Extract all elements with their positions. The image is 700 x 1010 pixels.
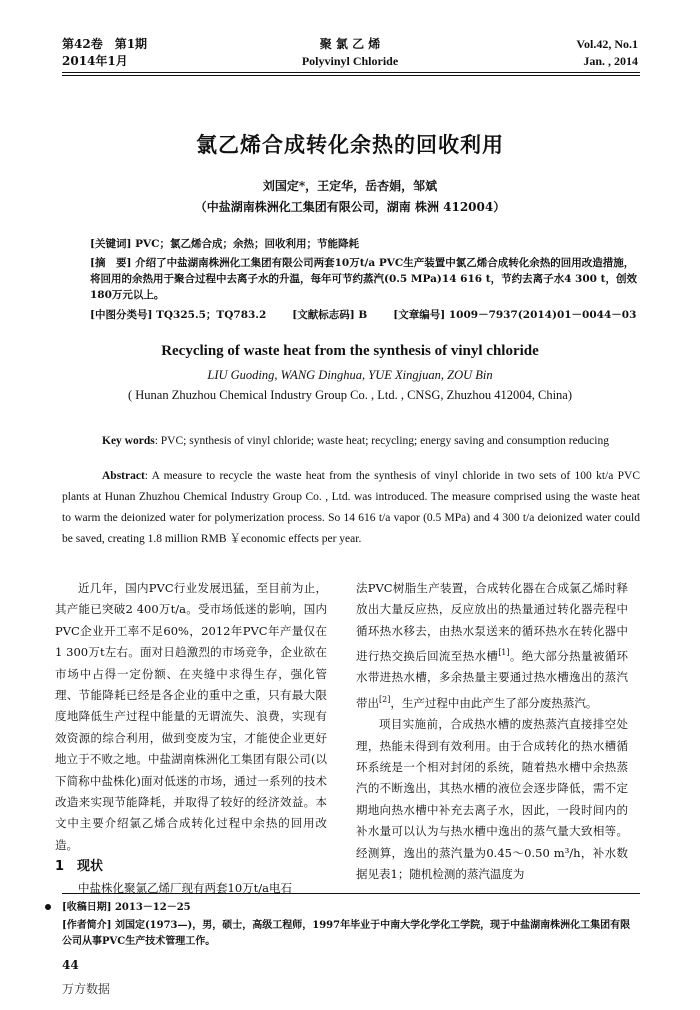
abstract-en-label: Abstract [102,470,145,482]
footnote-rule [62,893,640,894]
clc-number: [中图分类号] TQ325.5；TQ783.2 [90,309,267,321]
abstract-cn [90,255,638,303]
body-paragraph: 项目实施前，合成热水槽的废热蒸汽直接排空处理，热能未得到有效利用。由于合成转化的热水槽循环系统是一个相对封闭的系统，随着热水槽中余热蒸汽的不断逸出，其热水槽的液位会逐步降低，需不定期地向热水槽中补充去离子水，因此，一段时间内的补水量可以认为与热水槽中逸出的蒸气量大致相等。经测算，逸出的蒸汽量为0.45～0.50 m³/h，补水数据见表1；随机检测的蒸汽温度为 [356,717,628,881]
document-code: [文献标志码] B [292,309,368,321]
keywords-en-label: Key words [102,435,155,447]
keywords-cn-label: [关键词] [90,238,132,250]
issue-date-en: Jan. , 2014 [583,54,638,68]
authors-en: LIU Guoding, WANG Dinghua, YUE Xingjuan, ZOU Bin [207,368,493,382]
affiliation-cn: （中盐湖南株洲化工集团有限公司，湖南 株洲 412004） [194,200,506,214]
author-bio: [作者简介] 刘国定(1973—)，男，硕士，高级工程师，1997年毕业于中南大学化学化工学院，现于中盐湖南株洲化工集团有限公司从事PVC生产技术管理工作。 [62,920,631,947]
authors-cn: 刘国定*，王定华，岳杏娟，邹斌 [262,179,438,193]
abstract-cn-text: 介绍了中盐湖南株洲化工集团有限公司两套10万t/a PVC生产装置中氯乙烯合成转化余热的回用改造措施，将回用的余热用于聚合过程中去离子水的升温，每年可节约蒸汽(0.5 MPa)14 616 t，节约去离子水4 300 t，创效180万元以上。 [90,257,637,301]
received-date: [收稿日期] 2013－12－25 [62,902,191,913]
affiliation-en: ( Hunan Zhuzhou Chemical Industry Group Co. , Ltd. , CNSG, Zhuzhou 412004, China) [127,388,573,402]
citation-ref[interactable]: [2] [379,694,391,704]
article-number: [文章编号] 1009－7937(2014)01－0044－03 [393,309,637,321]
journal-volume-header-en [576,36,638,70]
keywords-en-text: : PVC; synthesis of vinyl chloride; waste heat; recycling; energy saving and consumption reducing [154,435,609,447]
keywords-cn-text: PVC；氯乙烯合成；余热；回收利用；节能降耗 [131,238,359,250]
volume-issue: 第42卷 第1期 [62,37,148,51]
bullet-icon [45,904,51,910]
body-paragraph: 中盐株化聚氯乙烯厂现有两套10万t/a电石 [78,880,292,895]
journal-name-cn: 聚 氯 乙 烯 [319,37,381,51]
watermark: 万方数据 [62,982,111,996]
page-number: 44 [62,958,79,972]
issue-date: 2014年1月 [62,54,128,68]
abstract-cn-label: [摘 要] [90,257,132,269]
body-column-right [356,578,628,885]
header-rule [62,72,640,73]
abstract-en-text: : A measure to recycle the waste heat from the synthesis of vinyl chloride in two sets of 100 kt/a PVC plants at Hunan Zhuzhou Chemical Industry Group Co. , Ltd. was introduced. The measure comprised using the waste heat to warm the deionized water for polymerization process. So 14 616 t/a vapor (0.5 MPa) and 4 300 t/a deionized water could be saved, creating 1.8 million RMB ￥economic effects per year. [62,470,640,545]
article-title-cn: 氯乙烯合成转化余热的回收利用 [196,133,504,157]
keywords-cn [90,236,638,252]
body-column-left [55,578,327,899]
volume-issue-en: Vol.42, No.1 [576,37,638,51]
journal-name-en: Polyvinyl Chloride [301,54,399,68]
article-title-en: Recycling of waste heat from the synthesis of vinyl chloride [161,343,539,359]
journal-name-header [250,36,450,70]
abstract-en [62,466,640,550]
classification-line [90,307,638,323]
citation-ref[interactable]: [1] [498,648,510,658]
journal-issue-header [62,36,147,70]
keywords-en [62,431,640,452]
header-rule-secondary [62,75,640,76]
body-paragraph: 法PVC树脂生产装置，合成转化器在合成氯乙烯时释放出大量反应热，反应放出的热量通过转化器壳程中循环热水移去，由热水泵送来的循环热水在转化器中进行热交换后回流至热水槽[1]。绝大部分热量被循环水带进热水槽，多余热量主要通过热水槽逸出的蒸汽带出[2]，生产过程中由此产生了部分废热蒸汽。 [356,581,629,710]
section-heading: 1 现状 [55,859,104,875]
body-paragraph: 近几年，国内PVC行业发展迅猛，至目前为止，其产能已突破2 400万t/a。受市场低迷的影响，国内PVC企业开工率不足60%，2012年PVC年产量仅在1 300万t左右。面对日趋激烈的市场竞争，企业欲在市场中占得一定份额、在夹缝中求得生存，强化管理、节能降耗已经是各企业的重中之重，只有最大限度地降低生产过程中能量的无谓流失、浪费，实现有效资源的综合利用，做到变废为宝，才能使企业更好地立于不败之地。中盐湖南株洲化工集团有限公司(以下简称中盐株化)面对低迷的市场，通过一系列的技术改造来实现节能降耗，并取得了较好的经济效益。本文中主要介绍氯乙烯合成转化过程中余热的回用改造。 [55,581,327,852]
